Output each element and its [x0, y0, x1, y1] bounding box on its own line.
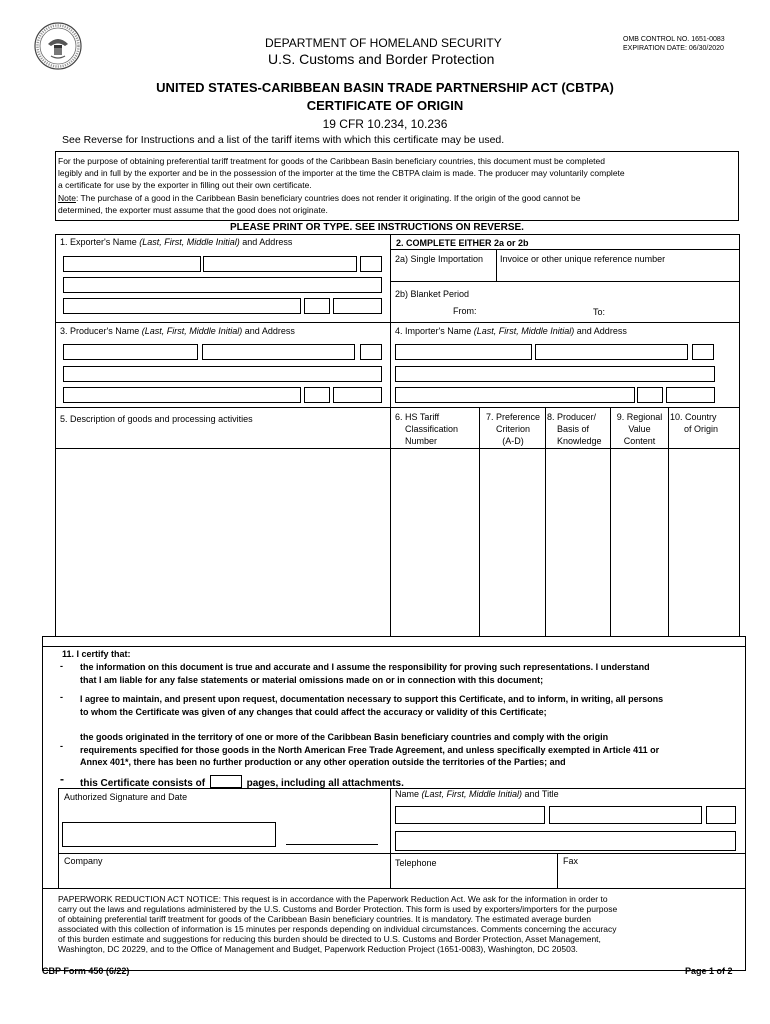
certify-line: requirements specified for those goods in the North American Free Trade Agreement, and unless specifically exempted in Article 411 or — [80, 744, 660, 755]
description-field[interactable] — [57, 450, 389, 646]
col-header-line: Value — [628, 424, 651, 434]
form-title: UNITED STATES-CARIBBEAN BASIN TRADE PARTNERSHIP ACT (CBTPA) — [156, 80, 614, 95]
intro-line: For the purpose of obtaining preferential tariff treatment for goods of the Caribbean Basin beneficiary countries, this document must be completed — [58, 156, 605, 166]
grid-line — [557, 853, 558, 888]
complete-either-label: 2. COMPLETE EITHER 2a or 2b — [396, 238, 529, 248]
signature-field[interactable] — [62, 822, 276, 847]
exporter-label-italic: (Last, First, Middle Initial) — [139, 237, 240, 247]
preference-criterion-header — [481, 411, 545, 447]
grid-line — [58, 788, 59, 888]
col-header-line: Knowledge — [557, 436, 602, 446]
name-title-text: Name — [395, 789, 422, 799]
exporter-middle-initial-field[interactable] — [360, 256, 382, 272]
form-number: CBP Form 450 (6/22) — [42, 966, 130, 976]
importer-zip-field[interactable] — [666, 387, 715, 403]
paperwork-notice — [58, 894, 617, 954]
name-title-italic: (Last, First, Middle Initial) — [421, 789, 523, 799]
page-count-post: pages, including all attachments. — [243, 778, 404, 789]
cfr-reference: 19 CFR 10.234, 10.236 — [322, 117, 448, 131]
importer-label-text: 4. Importer's Name — [395, 326, 474, 336]
col-header-line: 10. Country — [670, 412, 717, 422]
from-date-field[interactable] — [482, 304, 582, 318]
producer-label-text: 3. Producer's Name — [60, 326, 142, 336]
certify-statement — [80, 661, 740, 686]
bullet-dash: - — [60, 692, 63, 702]
page-count-field[interactable] — [210, 775, 242, 789]
grid-line — [545, 407, 546, 648]
producer-state-field[interactable] — [304, 387, 330, 403]
intro-line: a certificate for use by the exporter in filling out their own certificate. — [58, 180, 312, 190]
exporter-first-name-field[interactable] — [203, 256, 357, 272]
paperwork-line: of this burden estimate and suggestions for reducing this burden should be directed to U.S. Customs and Border Protection, Asset Management, — [58, 934, 601, 944]
date-field[interactable] — [286, 826, 378, 844]
importer-address-field[interactable] — [395, 366, 715, 382]
certify-line: that I am liable for any false statements or material omissions made on or in connection with this document; — [80, 674, 544, 685]
producer-address-field[interactable] — [63, 366, 382, 382]
col-header-line: 9. Regional — [616, 412, 663, 422]
exporter-last-name-field[interactable] — [63, 256, 201, 272]
grid-line — [55, 322, 739, 323]
description-label: 5. Description of goods and processing activities — [60, 414, 253, 424]
producer-city-field[interactable] — [63, 387, 301, 403]
company-field[interactable] — [62, 868, 382, 886]
exporter-state-field[interactable] — [304, 298, 330, 314]
importer-label-italic: (Last, First, Middle Initial) — [473, 326, 575, 336]
signer-title-field[interactable] — [395, 831, 736, 851]
to-label: To: — [593, 307, 606, 317]
col-header-line: Classification — [405, 424, 459, 434]
regional-value-field[interactable] — [612, 450, 667, 646]
grid-line — [58, 853, 746, 854]
producer-label-rest: and Address — [242, 326, 295, 336]
see-reverse-note: See Reverse for Instructions and a list of the tariff items with which this certificate may be used. — [62, 134, 505, 146]
producer-middle-initial-field[interactable] — [360, 344, 382, 360]
paperwork-line: PAPERWORK REDUCTION ACT NOTICE: This request is in accordance with the Paperwork Reduction Act. We ask for the information in order to — [58, 894, 608, 904]
grid-line — [390, 234, 391, 648]
certify-statement — [80, 731, 740, 769]
col-header-line: 8. Producer/ — [547, 412, 597, 422]
exporter-label-text: 1. Exporter's Name — [60, 237, 140, 247]
single-importation-label: 2a) Single Importation — [395, 254, 484, 264]
col-header-line: Number — [405, 436, 438, 446]
fax-field[interactable] — [563, 868, 738, 886]
certify-line: the goods originated in the territory of one or more of the Caribbean Basin beneficiary countries and comply with the origin — [80, 732, 609, 742]
fax-label: Fax — [563, 856, 579, 866]
importer-first-name-field[interactable] — [535, 344, 688, 360]
paperwork-line: of obtaining preferential tariff treatment for goods of the Caribbean Basin beneficiary countries. It is mandatory. The estimated average burden — [58, 914, 591, 924]
note-line: determined, the exporter must assume that the good does not originate. — [58, 205, 328, 215]
certify-line: Annex 401*, there has been no further production or any other operation outside the territories of the Parties; and — [80, 757, 566, 767]
signer-last-name-field[interactable] — [395, 806, 545, 824]
to-date-field[interactable] — [610, 304, 730, 318]
col-header-line: of Origin — [684, 424, 719, 434]
importer-last-name-field[interactable] — [395, 344, 532, 360]
certify-line: to whom the Certificate was given of any changes that could affect the accuracy or validity of this Certificate; — [80, 706, 547, 717]
col-header-line: Content — [623, 436, 656, 446]
exporter-zip-field[interactable] — [333, 298, 382, 314]
grid-line — [390, 281, 739, 282]
exporter-label-rest: and Address — [239, 237, 293, 247]
note-label: Note — [58, 193, 76, 203]
telephone-field[interactable] — [395, 870, 553, 886]
certify-heading: 11. I certify that: — [62, 649, 131, 659]
grid-line — [390, 249, 739, 250]
col-header-line: 7. Preference — [485, 412, 541, 422]
producer-zip-field[interactable] — [333, 387, 382, 403]
importer-state-field[interactable] — [637, 387, 663, 403]
grid-line — [42, 888, 746, 889]
print-notice: PLEASE PRINT OR TYPE. SEE INSTRUCTIONS ON REVERSE. — [230, 222, 524, 233]
certify-statement — [80, 693, 740, 718]
blanket-period-label: 2b) Blanket Period — [395, 289, 470, 299]
producer-basis-field[interactable] — [547, 450, 609, 646]
exporter-label — [60, 237, 292, 247]
grid-line — [55, 407, 739, 408]
grid-line — [390, 788, 391, 888]
country-origin-field[interactable] — [670, 450, 738, 646]
col-header-line: Basis of — [557, 424, 590, 434]
importer-city-field[interactable] — [395, 387, 635, 403]
note-line — [58, 193, 580, 203]
grid-line — [479, 407, 480, 648]
importer-label-rest: and Address — [574, 326, 627, 336]
preference-criterion-field[interactable] — [481, 450, 544, 646]
company-label: Company — [64, 856, 103, 866]
paperwork-line: carry out the laws and regulations administered by the U.S. Customs and Border Protection. This form is used by exporters/importers for the purpose — [58, 904, 618, 914]
col-header-line: 6. HS Tariff — [395, 412, 440, 422]
importer-label — [395, 326, 627, 336]
producer-label-italic: (Last, First, Middle Initial) — [141, 326, 243, 336]
grid-line — [496, 249, 497, 281]
exporter-city-field[interactable] — [63, 298, 301, 314]
col-header-line: Criterion — [495, 424, 530, 434]
exporter-address-field[interactable] — [63, 277, 382, 293]
from-label: From: — [453, 306, 477, 316]
grid-line — [739, 234, 740, 648]
name-title-label — [395, 789, 559, 799]
invoice-number-field[interactable] — [500, 266, 735, 280]
name-title-rest: and Title — [522, 789, 559, 799]
invoice-label: Invoice or other unique reference number — [500, 254, 666, 264]
bullet-dash: - — [60, 661, 63, 671]
grid-line — [55, 234, 739, 235]
paperwork-line: Washington, DC 20229, and to the Office of Management and Budget, Paperwork Reduction Project (1651-0083), Washington, DC 20503. — [58, 944, 578, 954]
paperwork-line: associated with this collection of information is 15 minutes per responds depending on individual circumstances. Comments concerning the accuracy — [58, 924, 617, 934]
page-number: Page 1 of 2 — [685, 966, 733, 976]
signer-first-name-field[interactable] — [549, 806, 702, 824]
bullet-dash: - — [60, 772, 64, 786]
certify-line: I agree to maintain, and present upon request, documentation necessary to support this Certificate, and to inform, in writing, all persons — [80, 694, 664, 704]
country-origin-header — [670, 411, 718, 435]
telephone-label: Telephone — [395, 858, 437, 868]
authorized-signature-label: Authorized Signature and Date — [64, 792, 188, 802]
regional-value-header — [611, 411, 668, 447]
col-header-line: (A-D) — [502, 436, 524, 446]
grid-line — [668, 407, 669, 648]
note-text: : The purchase of a good in the Caribbean Basin beneficiary countries does not render it originating. If the origin of the good cannot be — [75, 193, 581, 203]
producer-first-name-field[interactable] — [202, 344, 355, 360]
signer-middle-initial-field[interactable] — [706, 806, 736, 824]
grid-line — [42, 646, 746, 647]
agency-name: U.S. Customs and Border Protection — [268, 51, 495, 67]
importer-middle-initial-field[interactable] — [692, 344, 714, 360]
producer-basis-header — [547, 411, 602, 447]
producer-last-name-field[interactable] — [63, 344, 198, 360]
bullet-dash: - — [60, 741, 63, 751]
intro-line: legibly and in full by the exporter and be in the possession of the importer at the time the CBTPA claim is made. The producer may voluntarily complete — [58, 168, 625, 178]
form-subtitle: CERTIFICATE OF ORIGIN — [306, 98, 464, 113]
page-count-pre: this Certificate consists of — [80, 778, 208, 789]
date-line — [286, 844, 378, 845]
expiration-date: EXPIRATION DATE: 06/30/2020 — [623, 45, 724, 52]
certify-line: the information on this document is true and accurate and I assume the responsibility for proving such representations. I understand — [80, 662, 650, 672]
hs-tariff-field[interactable] — [392, 450, 478, 646]
hs-tariff-header — [395, 411, 458, 447]
department-name: DEPARTMENT OF HOMELAND SECURITY — [265, 36, 502, 50]
grid-line — [55, 448, 739, 449]
dhs-seal-icon — [34, 22, 82, 70]
omb-control-number: OMB CONTROL NO. 1651-0083 — [623, 36, 725, 43]
producer-label — [60, 326, 295, 336]
grid-line — [55, 234, 56, 648]
